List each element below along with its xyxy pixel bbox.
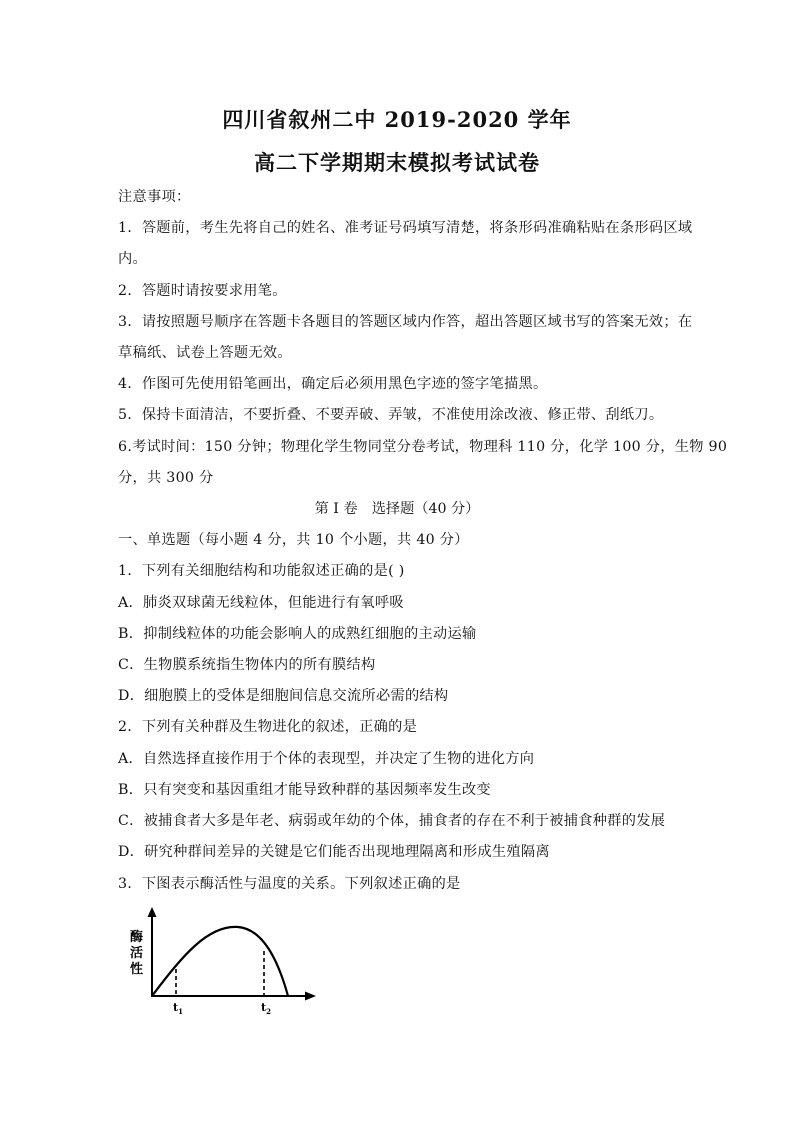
section-title: 第 I 卷 选择题（40 分） [314,501,480,517]
part-heading: 一、单选题（每小题 4 分，共 10 个小题，共 40 分） [118,532,469,548]
question-stem: 3．下图表示酶活性与温度的关系。下列叙述正确的是 [118,876,461,892]
x-axis-arrow [305,992,316,1001]
note-line: 5．保持卡面清洁，不要折叠、不要弄破、弄皱，不准使用涂改液、修正带、刮纸刀。 [118,407,664,423]
question-option: B．抑制线粒体的功能会影响人的成熟红细胞的主动运输 [118,626,477,642]
y-label-char: 酶 [130,930,144,945]
note-line: 6.考试时间：150 分钟；物理化学生物同堂分卷考试，物理科 110 分，化学 100 分，生物 90 [118,439,728,455]
question-option: C．被捕食者大多是年老、病弱或年幼的个体，捕食者的存在不利于被捕食种群的发展 [118,813,666,829]
question-stem: 1．下列有关细胞结构和功能叙述正确的是( ) [118,563,405,579]
y-label-char: 性 [130,962,144,977]
y-label-char: 活 [130,946,144,961]
question-option: C．生物膜系统指生物体内的所有膜结构 [118,657,376,673]
notes-heading: 注意事项： [118,189,191,205]
note-line: 内。 [118,251,147,267]
question-option: D．细胞膜上的受体是细胞间信息交流所必需的结构 [118,688,449,704]
t2-label: $t_2$ [261,1001,271,1016]
exam-title-line2: 高二下学期期末模拟考试试卷 [254,150,540,175]
question-option: A．自然选择直接作用于个体的表现型，并决定了生物的进化方向 [118,751,535,767]
exam-title-line1: 四川省叙州二中 2019-2020 学年 [222,107,572,132]
t1-label: $t_1$ [173,1001,183,1016]
note-line: 草稿纸、试卷上答题无效。 [118,345,292,361]
question-option: D．研究种群间差异的关键是它们能否出现地理隔离和形成生殖隔离 [118,844,550,860]
question-stem: 2．下列有关种群及生物进化的叙述，正确的是 [118,719,418,735]
note-line: 1．答题前，考生先将自己的姓名、准考证号码填写清楚，将条形码准确粘贴在条形码区域 [118,220,693,236]
note-line: 2．答题时请按要求用笔。 [118,283,287,299]
y-axis-arrow [148,907,157,917]
enzyme-activity-figure [128,905,328,1025]
note-line: 4．作图可先使用铅笔画出，确定后必须用黑色字迹的签字笔描黑。 [118,376,548,392]
question-option: A．肺炎双球菌无线粒体，但能进行有氧呼吸 [118,595,404,611]
note-line: 3．请按照题号顺序在答题卡各题目的答题区域内作答，超出答题区域书写的答案无效；在 [118,314,693,330]
activity-curve [152,927,288,996]
note-line: 分，共 300 分 [118,470,214,486]
question-option: B．只有突变和基因重组才能导致种群的基因频率发生改变 [118,782,491,798]
